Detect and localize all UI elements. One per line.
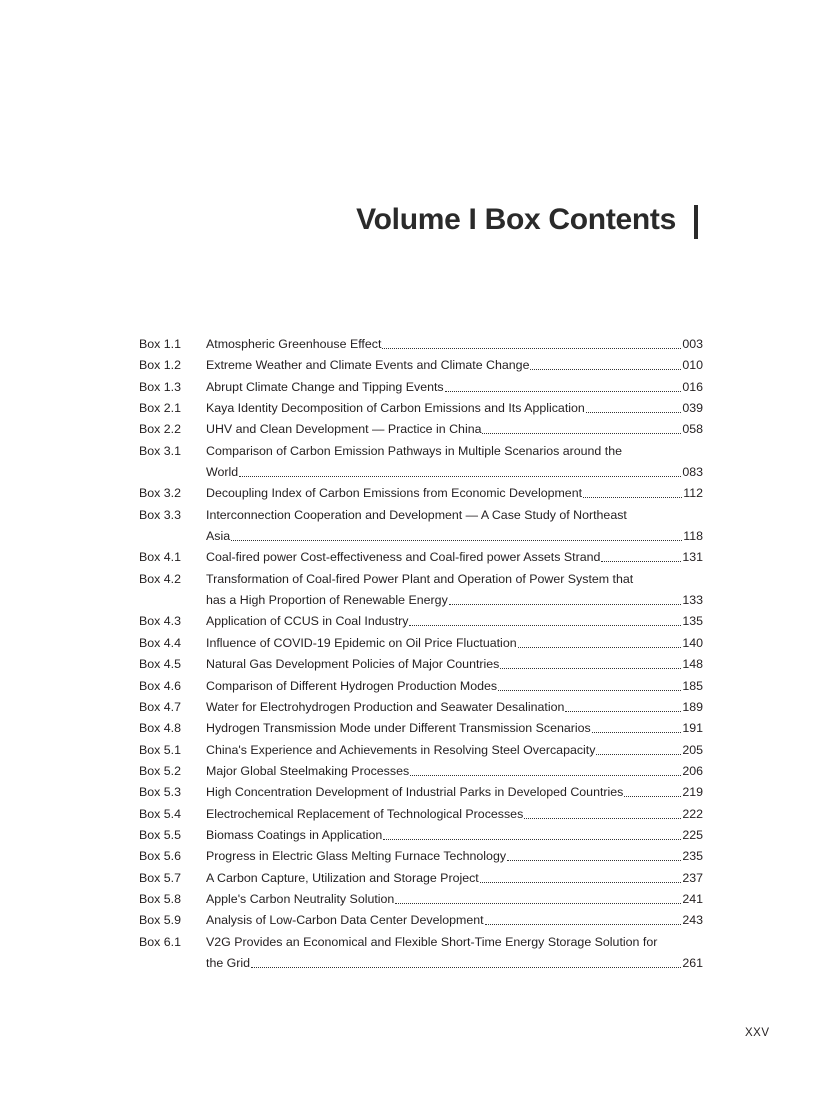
- box-number: Box 5.6: [139, 849, 182, 864]
- toc-entry-line: [139, 697, 703, 718]
- page-reference[interactable]: 222: [682, 806, 703, 821]
- box-number: Box 2.2: [139, 422, 182, 437]
- toc-entry-line: [139, 825, 703, 846]
- toc-entry[interactable]: [139, 377, 703, 398]
- toc-entry[interactable]: [139, 868, 703, 889]
- page-reference[interactable]: 058: [682, 422, 703, 437]
- toc-entry[interactable]: [139, 611, 703, 632]
- box-title: A Carbon Capture, Utilization and Storage Project: [206, 870, 479, 885]
- toc-entry[interactable]: [139, 889, 703, 910]
- indent: [139, 590, 206, 611]
- box-contents-list: [139, 334, 703, 974]
- box-title: Electrochemical Replacement of Technological Processes: [206, 806, 524, 821]
- toc-entry[interactable]: [139, 825, 703, 846]
- page-reference[interactable]: 148: [682, 657, 703, 672]
- dot-leader: [583, 483, 682, 504]
- dot-leader: [382, 334, 681, 355]
- toc-entry-line: [139, 505, 703, 526]
- box-number: Box 4.2: [139, 571, 182, 586]
- toc-entry[interactable]: [139, 505, 703, 548]
- box-title: Extreme Weather and Climate Events and Climate Change: [206, 358, 530, 373]
- toc-entry-line: [139, 740, 703, 761]
- dot-leader: [485, 910, 682, 931]
- toc-entry-line: [139, 547, 703, 568]
- box-title: Progress in Electric Glass Melting Furnace Technology: [206, 849, 507, 864]
- box-number: Box 3.3: [139, 507, 182, 522]
- toc-entry-line: [139, 761, 703, 782]
- dot-leader: [624, 782, 681, 803]
- toc-entry-line: [139, 590, 703, 611]
- toc-entry-line: [139, 910, 703, 931]
- toc-entry[interactable]: [139, 569, 703, 612]
- box-number: Box 5.8: [139, 891, 182, 906]
- box-title: Atmospheric Greenhouse Effect: [206, 337, 382, 351]
- toc-entry[interactable]: [139, 782, 703, 803]
- dot-leader: [410, 761, 681, 782]
- dot-leader: [601, 547, 681, 568]
- toc-entry[interactable]: [139, 740, 703, 761]
- box-number: Box 5.5: [139, 827, 182, 842]
- toc-entry-line: [139, 889, 703, 910]
- dot-leader: [239, 462, 681, 483]
- toc-entry-line: [139, 611, 703, 632]
- toc-entry-line: [139, 953, 703, 974]
- page-reference[interactable]: 241: [682, 891, 703, 906]
- box-number: Box 1.2: [139, 358, 182, 373]
- toc-entry-line: [139, 334, 703, 355]
- page-reference[interactable]: 189: [682, 699, 703, 714]
- box-number: Box 5.9: [139, 913, 182, 928]
- page-reference[interactable]: 205: [682, 742, 703, 757]
- page-reference[interactable]: 016: [682, 379, 703, 394]
- box-title: Transformation of Coal-fired Power Plant and Operation of Power System that: [206, 571, 634, 586]
- box-number: Box 3.1: [139, 443, 182, 458]
- dot-leader: [449, 590, 682, 611]
- title-accent-bar: [694, 205, 698, 239]
- box-number: Box 4.8: [139, 721, 182, 736]
- toc-entry-line: [139, 398, 703, 419]
- box-title: UHV and Clean Development — Practice in China: [206, 422, 482, 437]
- dot-leader: [565, 697, 681, 718]
- box-number: Box 1.3: [139, 379, 182, 394]
- toc-entry-line: [139, 569, 703, 590]
- toc-entry-line: [139, 676, 703, 697]
- box-title: Decoupling Index of Carbon Emissions from Economic Development: [206, 486, 583, 501]
- toc-entry-line: [139, 654, 703, 675]
- page-reference[interactable]: 112: [683, 486, 703, 501]
- box-title-continued: the Grid: [206, 955, 251, 970]
- page-reference[interactable]: 206: [682, 763, 703, 778]
- dot-leader: [507, 846, 681, 867]
- toc-entry[interactable]: [139, 334, 703, 355]
- toc-entry[interactable]: [139, 761, 703, 782]
- box-title-continued: World: [206, 465, 239, 480]
- page-reference[interactable]: 131: [682, 550, 703, 565]
- box-number: Box 1.1: [139, 337, 182, 351]
- toc-entry-line: [139, 483, 703, 504]
- page-reference[interactable]: 243: [682, 913, 703, 928]
- toc-entry[interactable]: [139, 483, 703, 504]
- page-reference[interactable]: 185: [682, 678, 703, 693]
- toc-entry-line: [139, 718, 703, 739]
- dot-leader: [409, 611, 681, 632]
- box-title-continued: has a High Proportion of Renewable Energy: [206, 593, 448, 608]
- toc-entry[interactable]: [139, 355, 703, 376]
- dot-leader: [524, 804, 681, 825]
- box-title: Apple's Carbon Neutrality Solution: [206, 891, 395, 906]
- dot-leader: [596, 740, 681, 761]
- dot-leader: [500, 654, 681, 675]
- page-reference[interactable]: 219: [682, 785, 703, 800]
- toc-entry[interactable]: [139, 932, 703, 975]
- page-reference[interactable]: 010: [682, 358, 703, 373]
- page-reference[interactable]: 118: [683, 529, 703, 544]
- toc-entry[interactable]: [139, 654, 703, 675]
- toc-entry-line: [139, 804, 703, 825]
- indent: [139, 953, 206, 974]
- box-number: Box 4.5: [139, 657, 182, 672]
- box-number: Box 4.3: [139, 614, 182, 629]
- box-title: High Concentration Development of Industrial Parks in Developed Countries: [206, 785, 624, 800]
- toc-entry-line: [139, 782, 703, 803]
- box-number: Box 3.2: [139, 486, 182, 501]
- dot-leader: [530, 355, 681, 376]
- box-number: Box 4.1: [139, 550, 182, 565]
- box-title: Natural Gas Development Policies of Major Countries: [206, 657, 500, 672]
- toc-entry[interactable]: [139, 419, 703, 440]
- box-title: China's Experience and Achievements in Resolving Steel Overcapacity: [206, 742, 596, 757]
- box-number: Box 5.3: [139, 785, 182, 800]
- box-number: Box 4.7: [139, 699, 182, 714]
- dot-leader: [592, 718, 682, 739]
- box-title: Application of CCUS in Coal Industry: [206, 614, 409, 629]
- page-reference[interactable]: 237: [682, 870, 703, 885]
- page-reference[interactable]: 133: [682, 593, 703, 608]
- box-title: Analysis of Low-Carbon Data Center Development: [206, 913, 484, 928]
- box-title: Biomass Coatings in Application: [206, 827, 383, 842]
- indent: [139, 462, 206, 483]
- page-reference[interactable]: 135: [682, 614, 703, 629]
- box-title-continued: Asia: [206, 529, 231, 544]
- toc-entry-line: [139, 419, 703, 440]
- box-title: Coal-fired power Cost-effectiveness and Coal-fired power Assets Strand: [206, 550, 601, 565]
- box-title: Water for Electrohydrogen Production and Seawater Desalination: [206, 699, 565, 714]
- toc-entry[interactable]: [139, 718, 703, 739]
- toc-entry-line: [139, 868, 703, 889]
- box-title: V2G Provides an Economical and Flexible Short-Time Energy Storage Solution for: [206, 934, 658, 949]
- box-title: Comparison of Carbon Emission Pathways in Multiple Scenarios around the: [206, 443, 622, 458]
- toc-entry[interactable]: [139, 676, 703, 697]
- page-reference[interactable]: 225: [682, 827, 703, 842]
- box-title: Abrupt Climate Change and Tipping Events: [206, 379, 444, 394]
- box-title: Major Global Steelmaking Processes: [206, 763, 410, 778]
- dot-leader: [518, 633, 682, 654]
- toc-entry-line: [139, 846, 703, 867]
- toc-entry-line: [139, 355, 703, 376]
- page-reference[interactable]: 235: [682, 849, 703, 864]
- dot-leader: [251, 953, 681, 974]
- box-title: Influence of COVID-19 Epidemic on Oil Price Fluctuation: [206, 635, 517, 650]
- page-reference[interactable]: 140: [682, 635, 703, 650]
- dot-leader: [395, 889, 681, 910]
- page-reference[interactable]: 003: [682, 337, 703, 351]
- box-number: Box 5.4: [139, 806, 182, 821]
- toc-entry[interactable]: [139, 910, 703, 931]
- box-title: Hydrogen Transmission Mode under Different Transmission Scenarios: [206, 721, 591, 736]
- toc-entry-line: [139, 526, 703, 547]
- toc-entry-line: [139, 462, 703, 483]
- box-number: Box 4.4: [139, 635, 182, 650]
- dot-leader: [586, 398, 682, 419]
- box-number: Box 5.2: [139, 763, 182, 778]
- page-title: Volume I Box Contents: [356, 203, 676, 236]
- toc-entry-line: [139, 633, 703, 654]
- box-title: Interconnection Cooperation and Development — A Case Study of Northeast: [206, 507, 627, 522]
- toc-entry[interactable]: [139, 846, 703, 867]
- box-title: Comparison of Different Hydrogen Production Modes: [206, 678, 498, 693]
- box-number: Box 6.1: [139, 934, 182, 949]
- toc-entry-line: [139, 441, 703, 462]
- dot-leader: [445, 377, 682, 398]
- toc-entry[interactable]: [139, 697, 703, 718]
- box-number: Box 2.1: [139, 401, 182, 416]
- page-reference[interactable]: 039: [682, 401, 703, 416]
- page-reference[interactable]: 083: [682, 465, 703, 480]
- page-number: XXV: [745, 1027, 770, 1039]
- toc-entry[interactable]: [139, 398, 703, 419]
- toc-entry[interactable]: [139, 804, 703, 825]
- dot-leader: [231, 526, 682, 547]
- toc-entry[interactable]: [139, 441, 703, 484]
- dot-leader: [480, 868, 682, 889]
- toc-entry-line: [139, 932, 703, 953]
- dot-leader: [383, 825, 681, 846]
- toc-entry[interactable]: [139, 633, 703, 654]
- dot-leader: [498, 676, 681, 697]
- box-number: Box 5.7: [139, 870, 182, 885]
- dot-leader: [482, 419, 681, 440]
- page-reference[interactable]: 191: [682, 721, 703, 736]
- box-number: Box 4.6: [139, 678, 182, 693]
- box-title: Kaya Identity Decomposition of Carbon Emissions and Its Application: [206, 401, 585, 416]
- toc-entry-line: [139, 377, 703, 398]
- box-number: Box 5.1: [139, 742, 182, 757]
- toc-entry[interactable]: [139, 547, 703, 568]
- indent: [139, 526, 206, 547]
- page-reference[interactable]: 261: [682, 955, 703, 970]
